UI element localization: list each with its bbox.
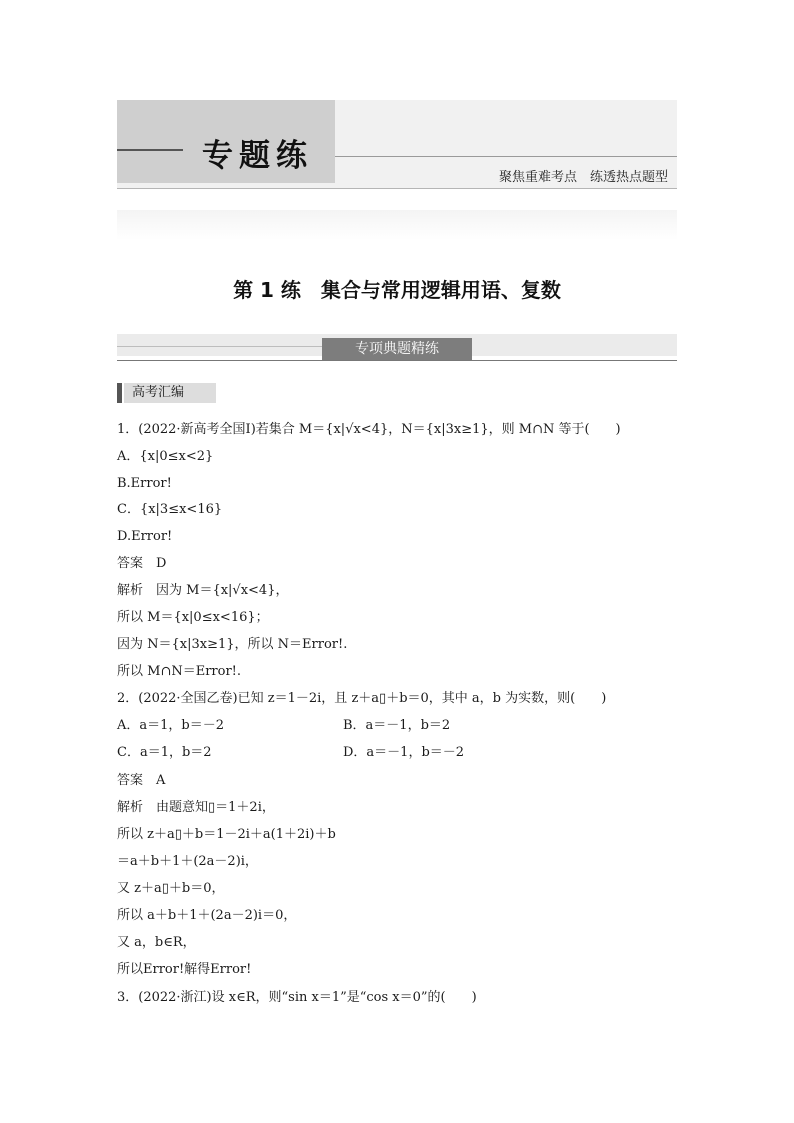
banner-divider xyxy=(335,156,677,157)
banner-dash-line xyxy=(117,149,183,151)
q2-stem: 2．(2022·全国乙卷)已知 z＝1－2i，且 z＋a▯＋b＝0，其中 a，b 为实数，则( ) xyxy=(117,691,607,706)
section-tab: 专项典题精练 xyxy=(322,338,472,360)
q2-option-d: D．a＝－1，b＝－2 xyxy=(343,745,465,760)
q2-analysis-line: 所以Error!解得Error! xyxy=(117,962,252,977)
q1-answer: 答案 D xyxy=(117,556,167,571)
q2-analysis-line: ＝a＋b＋1＋(2a－2)i， xyxy=(117,854,258,869)
q2-analysis-line: 所以 a＋b＋1＋(2a－2)i＝0， xyxy=(117,908,297,923)
section-bar-rule xyxy=(117,360,677,361)
q2-analysis-line: 又 z＋a▯＋b＝0， xyxy=(117,881,225,896)
q1-analysis-line: 所以 M∩N＝Error!. xyxy=(117,664,242,679)
q2-answer: 答案 A xyxy=(117,773,166,788)
section-bar-inner-line xyxy=(117,346,322,347)
banner-shadow-strip xyxy=(117,210,677,240)
q1-option-b: B.Error! xyxy=(117,476,172,491)
banner-bottom-rule xyxy=(117,188,677,189)
q1-option-a: A．{x|0≤x<2} xyxy=(117,449,214,464)
q2-analysis-line: 所以 z＋a▯＋b＝1－2i＋a(1＋2i)＋b xyxy=(117,827,336,842)
q1-option-c: C．{x|3≤x<16} xyxy=(117,502,223,517)
q2-option-c: C．a＝1，b＝2 xyxy=(117,745,212,760)
q2-option-b: B．a＝－1，b＝2 xyxy=(343,718,451,733)
chapter-title: 第 1 练 集合与常用逻辑用语、复数 xyxy=(233,278,561,302)
subsection-marker xyxy=(117,383,122,403)
q1-option-d: D.Error! xyxy=(117,529,173,544)
q1-analysis-line: 因为 N＝{x|3x≥1}，所以 N＝Error!. xyxy=(117,637,348,652)
q2-option-a: A．a＝1，b＝－2 xyxy=(117,718,225,733)
banner-title: 专题练 xyxy=(202,138,313,174)
q3-stem: 3．(2022·浙江)设 x∈R，则“sin x＝1”是“cos x＝0”的( ) xyxy=(117,990,477,1005)
q1-analysis-line: 所以 M＝{x|0≤x<16}； xyxy=(117,610,269,625)
banner-slogan: 聚焦重难考点 练透热点题型 xyxy=(498,170,668,185)
q1-analysis-line: 解析 因为 M＝{x|√x<4}， xyxy=(117,583,289,598)
q2-analysis-line: 解析 由题意知▯＝1＋2i， xyxy=(117,800,275,815)
q2-analysis-line: 又 a，b∈R， xyxy=(117,935,196,950)
q1-stem: 1．(2022·新高考全国Ⅰ)若集合 M＝{x|√x<4}，N＝{x|3x≥1}，则 M∩N 等于( ) xyxy=(117,422,621,437)
subsection-tag: 高考汇编 xyxy=(124,383,216,403)
